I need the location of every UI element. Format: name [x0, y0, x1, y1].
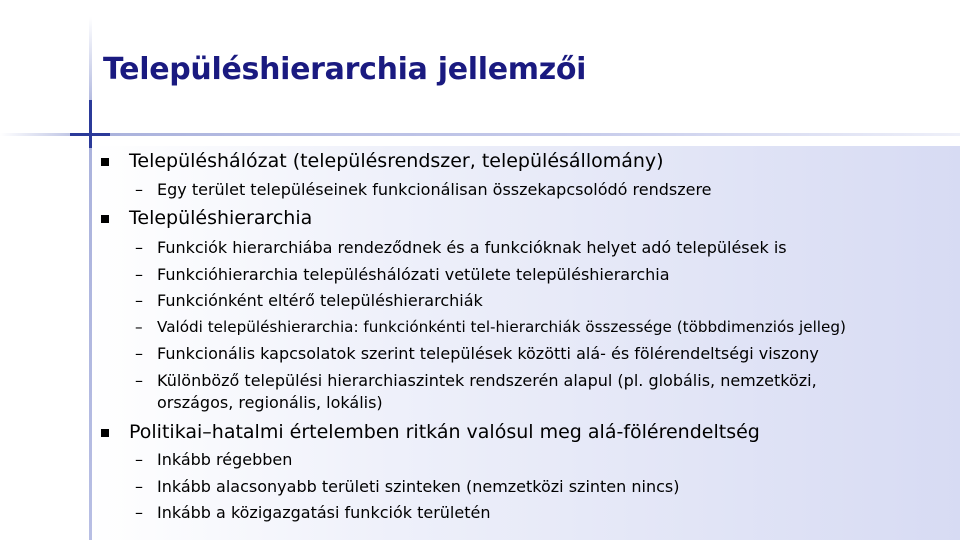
sub-bullet-text: Funkcionális kapcsolatok szerint települések közötti alá- és fölérendeltségi viszony — [157, 344, 819, 363]
vertical-rule — [89, 17, 92, 540]
sub-bullet-text: Inkább a közigazgatási funkciók területén — [157, 503, 491, 522]
sub-bullet-text: Különböző települési hierarchiaszintek rendszerén alapul (pl. globális, nemzetközi, — [157, 371, 817, 390]
sub-bullet-text: Funkciók hierarchiába rendeződnek és a funkcióknak helyet adó települések is — [157, 238, 787, 257]
slide-title: Településhierarchia jellemzői — [103, 52, 587, 87]
horizontal-rule — [0, 133, 960, 136]
sub-bullet-text: Funkciónként eltérő településhierarchiák — [157, 291, 483, 310]
bullet-text: Politikai–hatalmi értelemben ritkán valósul meg alá-fölérendeltség — [129, 421, 760, 443]
dash-bullet-icon: – — [135, 344, 143, 363]
dash-bullet-icon: – — [135, 503, 143, 522]
square-bullet-icon — [101, 429, 109, 437]
vertical-rule-accent — [89, 100, 92, 148]
sub-bullet-text: országos, regionális, lokális) — [157, 393, 383, 412]
square-bullet-icon — [101, 158, 109, 166]
horizontal-rule-accent — [70, 133, 110, 136]
dash-bullet-icon: – — [135, 318, 143, 336]
dash-bullet-icon: – — [135, 265, 143, 284]
square-bullet-icon — [101, 215, 109, 223]
sub-bullet-text: Egy terület településeinek funkcionálisan összekapcsolódó rendszere — [157, 180, 712, 199]
bullet-text: Településhálózat (településrendszer, településállomány) — [129, 150, 664, 172]
dash-bullet-icon: – — [135, 371, 143, 390]
sub-bullet-text: Inkább régebben — [157, 450, 293, 469]
dash-bullet-icon: – — [135, 291, 143, 310]
sub-bullet-text: Valódi településhierarchia: funkciónkénti tel-hierarchiák összessége (többdimenziós jelleg) — [157, 318, 846, 336]
dash-bullet-icon: – — [135, 450, 143, 469]
bullet-text: Településhierarchia — [129, 207, 313, 229]
dash-bullet-icon: – — [135, 477, 143, 496]
dash-bullet-icon: – — [135, 238, 143, 257]
sub-bullet-text: Inkább alacsonyabb területi szinteken (nemzetközi szinten nincs) — [157, 477, 680, 496]
dash-bullet-icon: – — [135, 180, 143, 199]
sub-bullet-text: Funkcióhierarchia településhálózati vetülete településhierarchia — [157, 265, 670, 284]
